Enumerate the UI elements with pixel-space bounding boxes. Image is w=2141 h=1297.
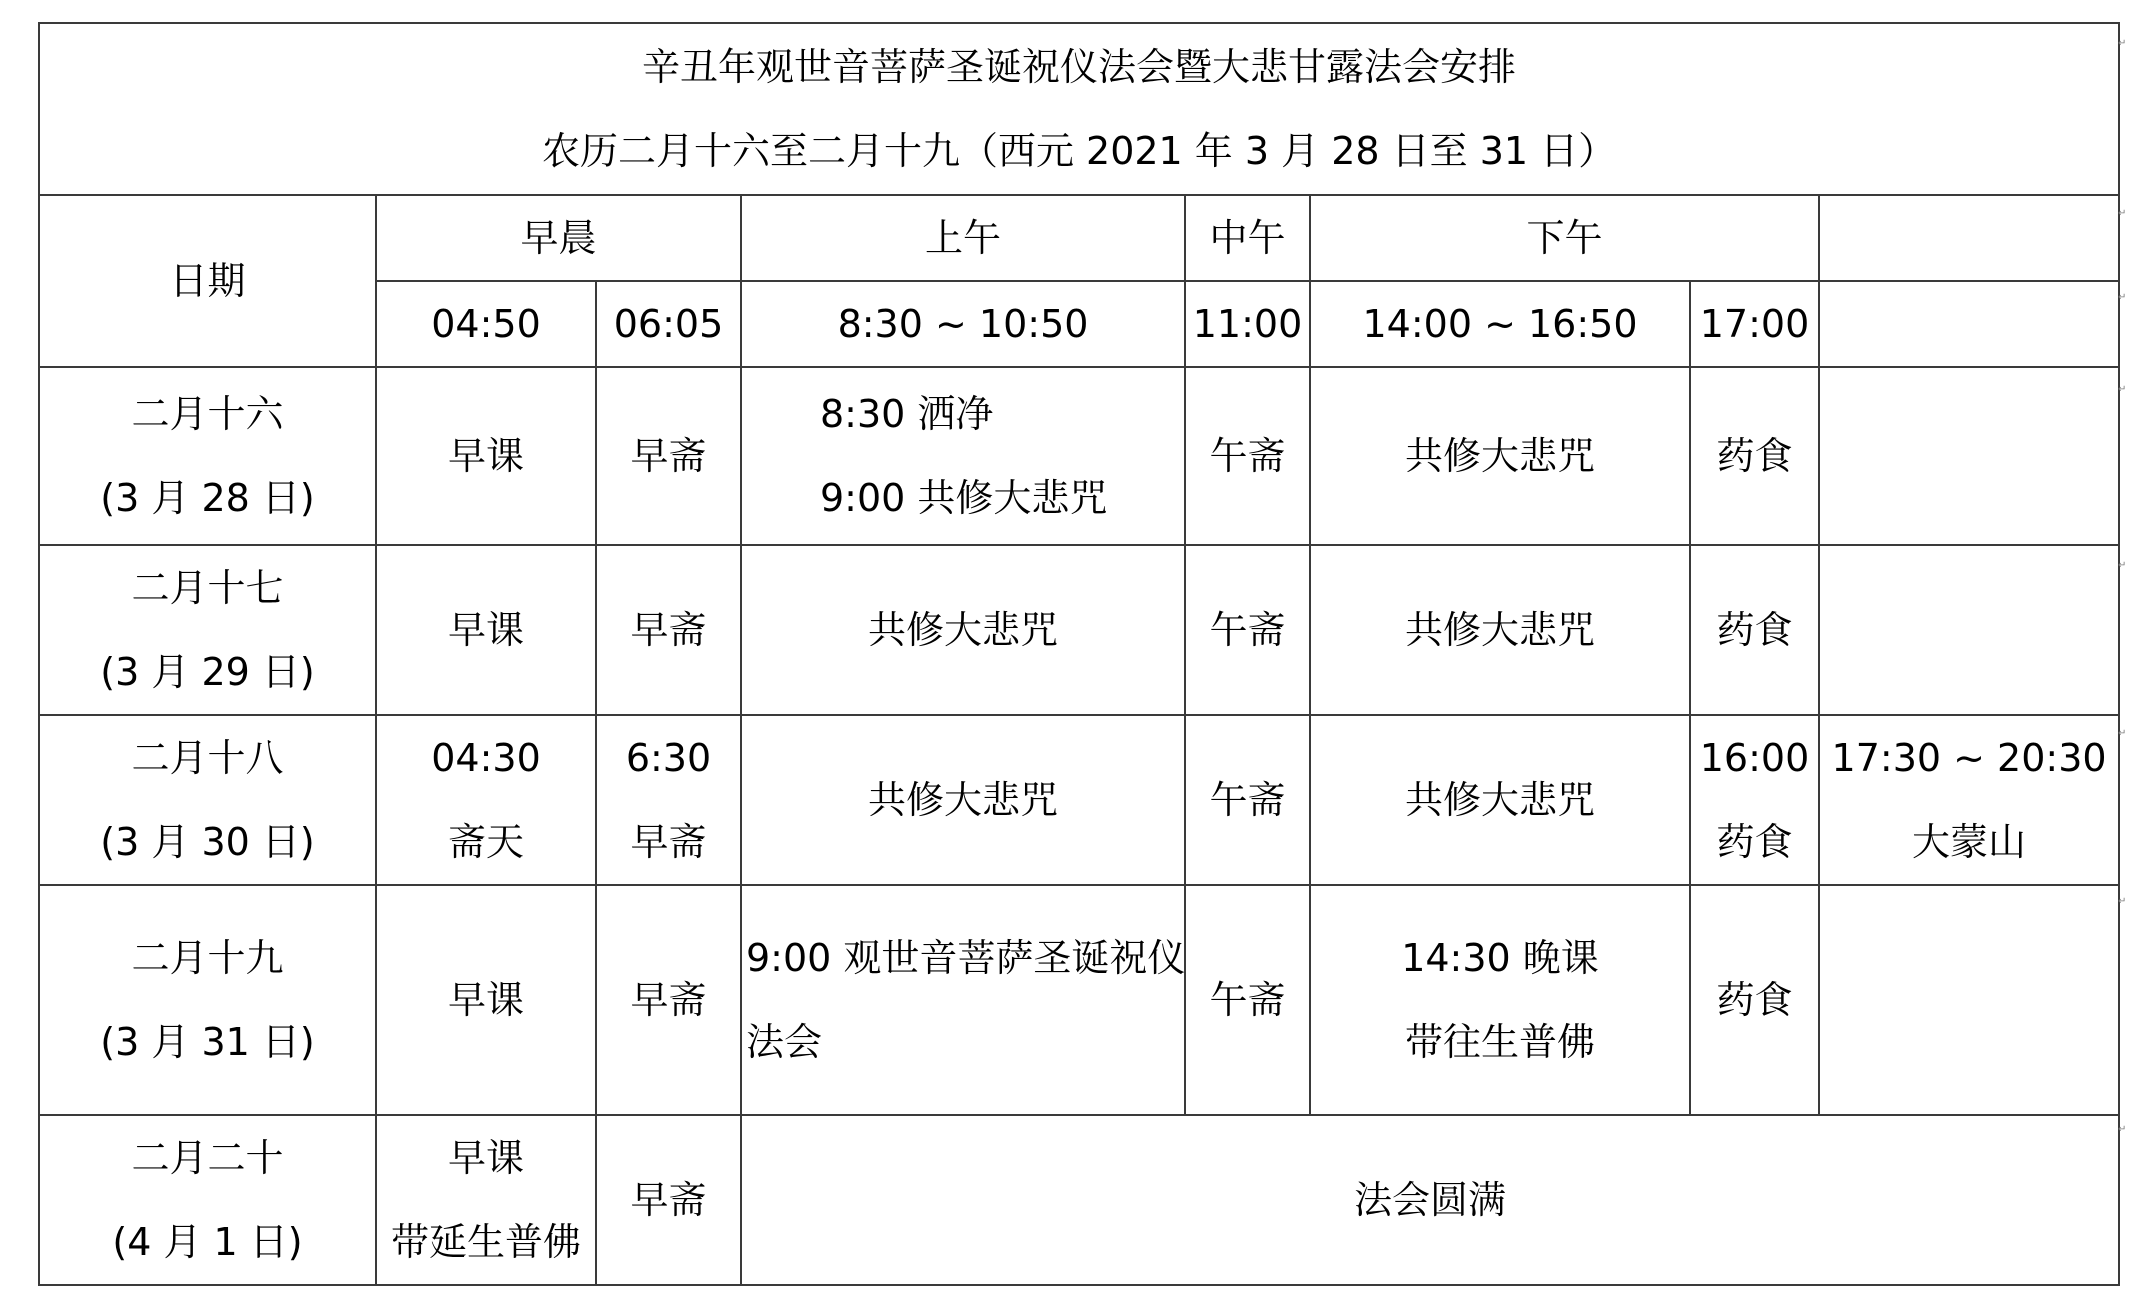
schedule-cell xyxy=(376,715,596,885)
schedule-line: 17:30 ~ 20:30 xyxy=(1831,736,2107,780)
schedule-line: 14:30 晚课 xyxy=(1401,936,1599,980)
table-row xyxy=(39,545,2119,715)
table-row xyxy=(39,1115,2119,1285)
schedule-line: 带往生普佛 xyxy=(1404,1020,1595,1064)
solar-date: (4 月 1 日) xyxy=(112,1220,303,1264)
schedule-line: 04:30 xyxy=(431,736,541,780)
schedule-cell: 药食 xyxy=(1690,885,1819,1115)
lunar-date: 二月十六 xyxy=(131,392,284,436)
schedule-line: 6:30 xyxy=(625,736,712,780)
schedule-cell: 午斋 xyxy=(1185,715,1310,885)
lunar-date: 二月二十 xyxy=(131,1136,284,1180)
header-row-periods xyxy=(39,195,2119,281)
header-date: 日期 xyxy=(39,195,376,367)
schedule-cell xyxy=(1819,367,2119,545)
header-morning: 上午 xyxy=(741,195,1185,281)
schedule-cell: 早斋 xyxy=(596,367,741,545)
header-time-6: 17:00 xyxy=(1690,281,1819,367)
date-cell xyxy=(39,885,376,1115)
schedule-cell xyxy=(1819,885,2119,1115)
schedule-cell: 早课 xyxy=(376,367,596,545)
header-time-1: 04:50 xyxy=(376,281,596,367)
header-time-5: 14:00 ~ 16:50 xyxy=(1310,281,1690,367)
header-extra xyxy=(1819,195,2119,281)
paragraph-mark-icon: ↵ xyxy=(2118,560,2127,571)
header-time-7 xyxy=(1819,281,2119,367)
paragraph-mark-icon: ↵ xyxy=(2118,1124,2127,1135)
schedule-cell: 共修大悲咒 xyxy=(1310,545,1690,715)
schedule-line: 药食 xyxy=(1716,820,1793,864)
schedule-line: 带延生普佛 xyxy=(390,1220,581,1264)
schedule-cell xyxy=(1819,545,2119,715)
paragraph-mark-icon: ↵ xyxy=(2118,728,2127,739)
schedule-line: 斋天 xyxy=(447,820,524,864)
schedule-cell: 早斋 xyxy=(596,545,741,715)
schedule-cell: 早斋 xyxy=(596,1115,741,1285)
schedule-cell: 早课 xyxy=(376,885,596,1115)
schedule-cell: 午斋 xyxy=(1185,367,1310,545)
date-cell xyxy=(39,367,376,545)
lunar-date: 二月十七 xyxy=(131,566,284,610)
header-noon: 中午 xyxy=(1185,195,1310,281)
header-time-3: 8:30 ~ 10:50 xyxy=(741,281,1185,367)
header-time-2: 06:05 xyxy=(596,281,741,367)
schedule-cell: 共修大悲咒 xyxy=(741,715,1185,885)
schedule-cell: 药食 xyxy=(1690,545,1819,715)
lunar-date: 二月十九 xyxy=(131,936,284,980)
schedule-document xyxy=(38,22,2118,1286)
schedule-line: 8:30 洒净 xyxy=(820,392,994,436)
schedule-cell: 早斋 xyxy=(596,885,741,1115)
schedule-cell: 早课 xyxy=(376,545,596,715)
table-row xyxy=(39,367,2119,545)
header-time-4: 11:00 xyxy=(1185,281,1310,367)
schedule-cell: 药食 xyxy=(1690,367,1819,545)
lunar-date: 二月十八 xyxy=(131,736,284,780)
header-early: 早晨 xyxy=(376,195,741,281)
schedule-cell xyxy=(596,715,741,885)
date-cell xyxy=(39,545,376,715)
paragraph-mark-icon: ↵ xyxy=(2118,384,2127,395)
page-title: 辛丑年观世音菩萨圣诞祝仪法会暨大悲甘露法会安排 xyxy=(642,45,1517,89)
schedule-cell: 共修大悲咒 xyxy=(741,545,1185,715)
schedule-cell: 午斋 xyxy=(1185,885,1310,1115)
table-row xyxy=(39,715,2119,885)
paragraph-mark-icon: ↵ xyxy=(2118,208,2127,219)
schedule-line: 法会 xyxy=(746,1020,823,1064)
title-cell xyxy=(39,23,2119,195)
solar-date: (3 月 30 日) xyxy=(100,820,315,864)
schedule-cell: 共修大悲咒 xyxy=(1310,367,1690,545)
date-cell xyxy=(39,715,376,885)
schedule-line: 16:00 xyxy=(1699,736,1810,780)
header-afternoon: 下午 xyxy=(1310,195,1819,281)
schedule-cell xyxy=(1690,715,1819,885)
schedule-line: 早课 xyxy=(447,1136,524,1180)
schedule-cell xyxy=(1819,715,2119,885)
paragraph-mark-icon: ↵ xyxy=(2118,38,2127,49)
schedule-cell: 法会圆满 xyxy=(741,1115,2119,1285)
page-subtitle: 农历二月十六至二月十九（西元 2021 年 3 月 28 日至 31 日） xyxy=(541,129,1617,173)
solar-date: (3 月 29 日) xyxy=(100,650,315,694)
schedule-cell: 午斋 xyxy=(1185,545,1310,715)
schedule-cell: 共修大悲咒 xyxy=(1310,715,1690,885)
title-row xyxy=(39,23,2119,195)
paragraph-mark-icon: ↵ xyxy=(2118,896,2127,907)
schedule-line: 大蒙山 xyxy=(1912,820,2027,864)
paragraph-mark-icon: ↵ xyxy=(2118,292,2127,303)
schedule-cell xyxy=(741,885,1185,1115)
schedule-table xyxy=(38,22,2120,1286)
solar-date: (3 月 28 日) xyxy=(100,476,315,520)
table-row xyxy=(39,885,2119,1115)
schedule-cell xyxy=(376,1115,596,1285)
schedule-line: 9:00 共修大悲咒 xyxy=(820,476,1108,520)
schedule-cell xyxy=(1310,885,1690,1115)
schedule-cell xyxy=(741,367,1185,545)
solar-date: (3 月 31 日) xyxy=(100,1020,315,1064)
schedule-line: 早斋 xyxy=(630,820,707,864)
date-cell xyxy=(39,1115,376,1285)
schedule-line: 9:00 观世音菩萨圣诞祝仪 xyxy=(746,936,1186,980)
